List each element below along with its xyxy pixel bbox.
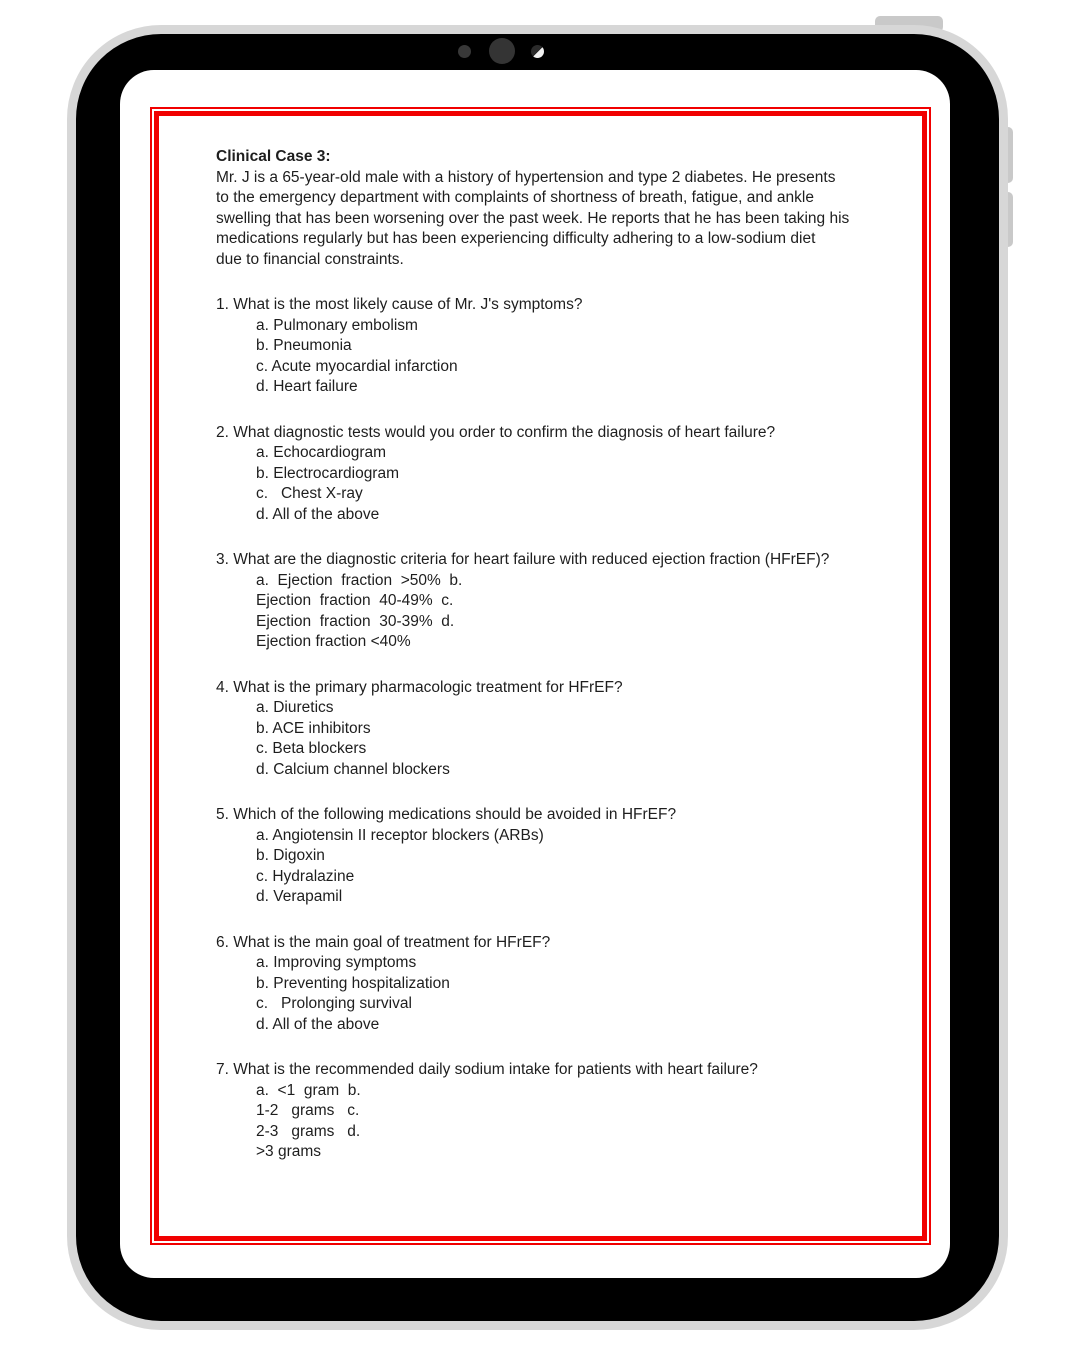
option-line: d. All of the above [256, 1015, 380, 1033]
option-line: 2-3 grams d. [256, 1122, 361, 1140]
tablet-frame [67, 25, 1008, 1330]
question-text: 7. What is the recommended daily sodium intake for patients with heart failure? [216, 1061, 758, 1078]
option-line: c. Beta blockers [256, 740, 367, 757]
option-line: a. Improving symptoms [256, 954, 417, 971]
document-red-border [150, 107, 931, 1245]
question-block-4 [216, 678, 888, 781]
document-page [159, 116, 922, 1163]
option-line: c. Prolonging survival [256, 995, 412, 1012]
intro-line: to the emergency department with complaints of shortness of breath, fatigue, and ankle [216, 189, 814, 206]
option-line: b. Pneumonia [256, 337, 352, 354]
option-line: a. Ejection fraction >50% b. [256, 571, 463, 589]
option-line: b. Electrocardiogram [256, 464, 400, 482]
case-title: Clinical Case 3: [216, 148, 331, 165]
question-block-1 [216, 295, 888, 398]
option-line: c. Chest X-ray [256, 485, 363, 502]
option-line: c. Hydralazine [256, 867, 355, 885]
option-line: a. Diuretics [256, 699, 334, 716]
option-line: 1-2 grams c. [256, 1102, 360, 1119]
tablet-screen [120, 70, 950, 1278]
intro-line: Mr. J is a 65-year-old male with a history of hypertension and type 2 diabetes. He presents [216, 168, 836, 186]
option-line: b. Digoxin [256, 847, 325, 864]
sensor-dot-icon [458, 45, 471, 58]
camera-lens-icon [531, 45, 544, 58]
question-block-6 [216, 933, 888, 1036]
option-line: a. Pulmonary embolism [256, 316, 418, 334]
intro-line: swelling that has been worsening over the past week. He reports that he has been taking his [216, 209, 850, 227]
question-text: 1. What is the most likely cause of Mr. J's symptoms? [216, 296, 583, 313]
question-text: 4. What is the primary pharmacologic treatment for HFrEF? [216, 678, 623, 696]
option-line: Ejection fraction 30-39% d. [256, 612, 455, 630]
option-line: d. Verapamil [256, 888, 343, 905]
question-block-3 [216, 550, 888, 653]
front-camera-icon [489, 38, 515, 64]
question-text: 5. Which of the following medications should be avoided in HFrEF? [216, 806, 677, 823]
question-block-7 [216, 1060, 888, 1163]
question-block-5 [216, 805, 888, 908]
option-line: >3 grams [256, 1143, 322, 1160]
question-text: 3. What are the diagnostic criteria for heart failure with reduced ejection fraction (HFrEF)? [216, 551, 830, 568]
document-red-border-inner [154, 111, 927, 1241]
option-line: a. Angiotensin II receptor blockers (ARBs) [256, 826, 544, 844]
option-line: b. ACE inhibitors [256, 719, 371, 737]
option-line: d. Heart failure [256, 378, 358, 395]
option-line: b. Preventing hospitalization [256, 974, 450, 992]
option-line: a. <1 gram b. [256, 1081, 361, 1099]
intro-line: medications regularly but has been experiencing difficulty adhering to a low-sodium diet [216, 230, 816, 247]
question-text: 2. What diagnostic tests would you order to confirm the diagnosis of heart failure? [216, 423, 776, 441]
option-line: Ejection fraction <40% [256, 633, 411, 650]
option-line: d. Calcium channel blockers [256, 760, 450, 778]
question-text: 6. What is the main goal of treatment for HFrEF? [216, 933, 551, 951]
question-block-2 [216, 423, 888, 526]
option-line: Ejection fraction 40-49% c. [256, 592, 454, 609]
option-line: a. Echocardiogram [256, 444, 387, 461]
intro-line: due to financial constraints. [216, 250, 404, 268]
option-line: d. All of the above [256, 505, 380, 523]
option-line: c. Acute myocardial infarction [256, 357, 458, 375]
